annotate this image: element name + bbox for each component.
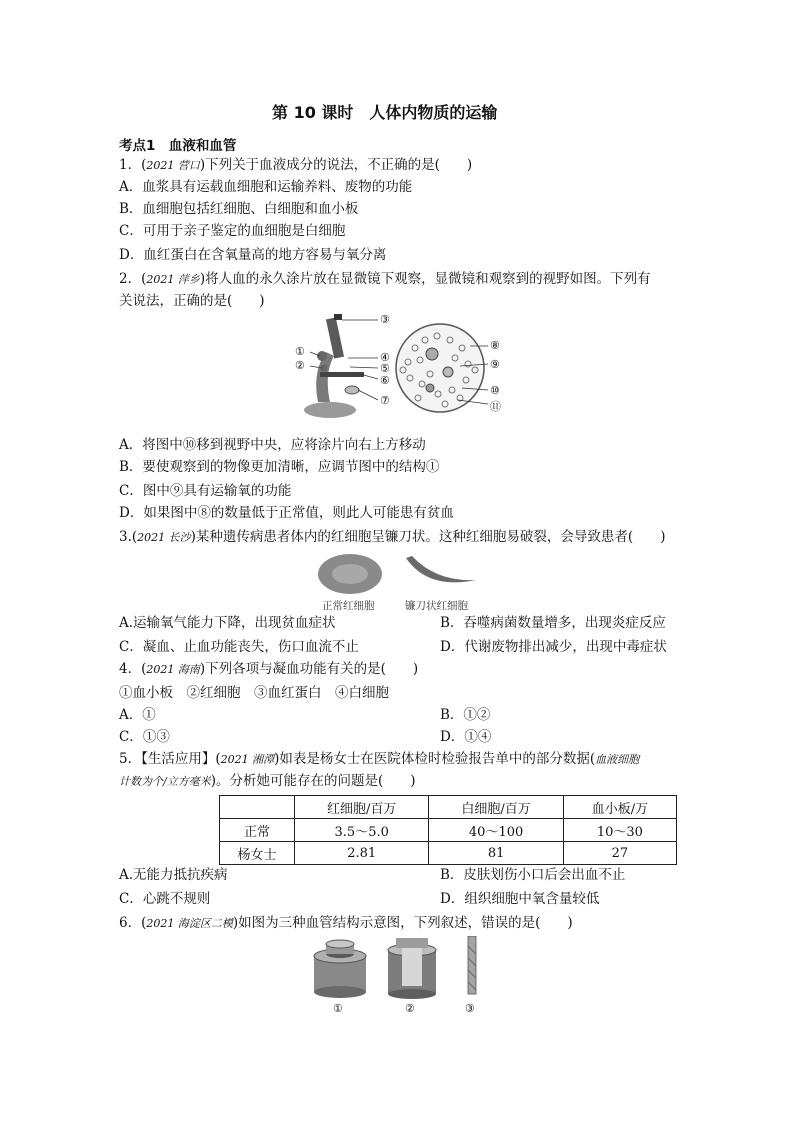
table-row xyxy=(220,842,677,865)
eyepiece xyxy=(334,314,342,320)
q3-source: 2021 长沙 xyxy=(137,531,191,544)
question-4-stem xyxy=(119,660,418,679)
q3-option-a: A.运输氧气能力下降，出现贫血症状 xyxy=(119,615,336,631)
question-2-stem xyxy=(119,270,651,289)
caption-normal-cell: 正常红细胞 xyxy=(322,600,375,612)
table-cell: 正常 xyxy=(220,819,295,842)
q3-option-b: B．吞噬病菌数量增多，出现炎症反应 xyxy=(440,615,666,631)
q4-items: ①血小板 ②红细胞 ③血红蛋白 ④白细胞 xyxy=(119,685,389,701)
white-blood-cell xyxy=(426,348,438,360)
vessel-capillary xyxy=(468,936,476,994)
q5-prefix: 5．【生活应用】( xyxy=(119,751,221,767)
q5-source: 2021 湘潭 xyxy=(220,753,275,766)
q3-option-d: D．代谢废物排出减少，出现中毒症状 xyxy=(440,639,667,655)
table-header-cell: 红细胞/百万 xyxy=(295,796,429,819)
label-6: ⑥ xyxy=(380,374,390,387)
q3-option-c: C．凝血、止血功能丧失，伤口血流不止 xyxy=(119,639,359,655)
question-3-stem xyxy=(119,528,665,547)
label-3: ③ xyxy=(380,313,390,326)
table-header-cell xyxy=(220,796,295,819)
q2-question: )将人血的永久涂片放在显微镜下观察，显微镜和观察到的视野如图。下列有 xyxy=(199,271,651,287)
q2-option-c: C．图中⑨具有运输氧的功能 xyxy=(119,483,292,499)
table-cell: 2.81 xyxy=(295,842,429,865)
label-9: ⑨ xyxy=(490,358,500,371)
red-cell-figure xyxy=(316,550,480,598)
table-header-row xyxy=(220,796,677,819)
q4-prefix: 4．( xyxy=(119,661,147,677)
q4-option-b: B．①② xyxy=(440,707,491,723)
white-blood-cell-3 xyxy=(426,384,434,392)
q2-option-d: D．如果图中⑧的数量低于正常值，则此人可能患有贫血 xyxy=(119,505,454,521)
label-11: ⑪ xyxy=(490,400,501,413)
section-heading: 考点1 血液和血管 xyxy=(119,138,237,154)
table-row xyxy=(220,819,677,842)
q5-option-c: C．心跳不规则 xyxy=(119,891,211,907)
microscope-figure xyxy=(290,312,510,424)
q2-option-b: B．要使观察到的物像更加清晰，应调节图中的结构① xyxy=(119,459,440,475)
q4-option-d: D．①④ xyxy=(440,729,492,745)
question-1-stem xyxy=(119,156,472,175)
q5-question: )如表是杨女士在医院体检时检验报告单中的部分数据( xyxy=(274,751,596,767)
vessel-vein xyxy=(388,938,436,999)
q4-source: 2021 海南 xyxy=(146,663,200,676)
question-5-stem-continued xyxy=(119,772,416,791)
q2-stem-continued: 关说法，正确的是( ) xyxy=(119,293,265,309)
microscope-tube xyxy=(326,317,344,358)
table-cell: 40～100 xyxy=(429,819,563,842)
microscope-base xyxy=(304,402,356,418)
table-cell: 杨女士 xyxy=(220,842,295,865)
table-header-cell: 白细胞/百万 xyxy=(429,796,563,819)
table-cell: 3.5～5.0 xyxy=(295,819,429,842)
table-header-cell: 血小板/万 xyxy=(563,796,676,819)
q6-source: 2021 海淀区二模 xyxy=(146,917,233,930)
q1-option-c: C．可用于亲子鉴定的血细胞是白细胞 xyxy=(119,223,346,239)
q4-option-a: A．① xyxy=(119,707,156,723)
blood-test-table xyxy=(219,795,677,865)
page-title: 第 10 课时 人体内物质的运输 xyxy=(272,103,498,122)
blood-vessel-figure xyxy=(310,936,490,1000)
label-2: ② xyxy=(295,359,305,372)
vessel-label-3: ③ xyxy=(465,1002,475,1015)
label-7: ⑦ xyxy=(380,394,390,407)
q1-question: )下列关于血液成分的说法，不正确的是( ) xyxy=(199,157,473,173)
label-4: ④ xyxy=(380,351,390,364)
mirror xyxy=(345,386,359,394)
q5-option-a: A.无能力抵抗疾病 xyxy=(119,867,228,883)
q1-option-b: B．血细胞包括红细胞、白细胞和血小板 xyxy=(119,201,359,217)
label-5: ⑤ xyxy=(380,362,390,375)
coarse-focus-knob xyxy=(317,351,327,361)
vessel-label-2: ② xyxy=(405,1002,415,1015)
q5-note-2: 计数为个/立方毫米 xyxy=(119,775,211,788)
q5-option-b: B．皮肤划伤小口后会出血不止 xyxy=(440,867,626,883)
sickle-red-cell xyxy=(406,556,476,582)
caption-sickle-cell: 镰刀状红细胞 xyxy=(405,600,468,612)
white-blood-cell-2 xyxy=(443,367,453,377)
q1-option-a: A．血浆具有运载血细胞和运输养料、废物的功能 xyxy=(119,179,413,195)
q1-source: 2021 营口 xyxy=(146,159,200,172)
table-cell: 27 xyxy=(563,842,676,865)
question-6-stem xyxy=(119,914,573,933)
label-8: ⑧ xyxy=(490,339,500,352)
q3-prefix: 3.( xyxy=(119,529,138,545)
q6-prefix: 6．( xyxy=(119,915,147,931)
microscope-stage xyxy=(320,372,364,377)
q4-question: )下列各项与凝血功能有关的是( ) xyxy=(199,661,419,677)
q1-prefix: 1．( xyxy=(119,157,147,173)
q5-option-d: D．组织细胞中氧含量较低 xyxy=(440,891,600,907)
q2-option-a: A．将图中⑩移到视野中央，应将涂片向右上方移动 xyxy=(119,437,426,453)
q5-note: 血液细胞 xyxy=(595,753,640,766)
q2-prefix: 2．( xyxy=(119,271,147,287)
q1-option-d: D．血红蛋白在含氧量高的地方容易与氧分离 xyxy=(119,247,387,263)
question-5-stem xyxy=(119,750,639,769)
table-cell: 10～30 xyxy=(563,819,676,842)
label-10: ⑩ xyxy=(490,384,500,397)
table-cell: 81 xyxy=(429,842,563,865)
vessel-label-1: ① xyxy=(333,1002,343,1015)
q6-question: )如图为三种血管结构示意图，下列叙述，错误的是( ) xyxy=(232,915,573,931)
vessel-artery xyxy=(314,940,366,998)
q4-option-c: C．①③ xyxy=(119,729,170,745)
q3-question: )某种遗传病患者体内的红细胞呈镰刀状。这种红细胞易破裂，会导致患者( ) xyxy=(190,529,666,545)
q2-source: 2021 萍乡 xyxy=(146,273,200,286)
label-1: ① xyxy=(295,345,305,358)
q5-question-2: )。分析她可能存在的问题是( ) xyxy=(210,773,416,789)
